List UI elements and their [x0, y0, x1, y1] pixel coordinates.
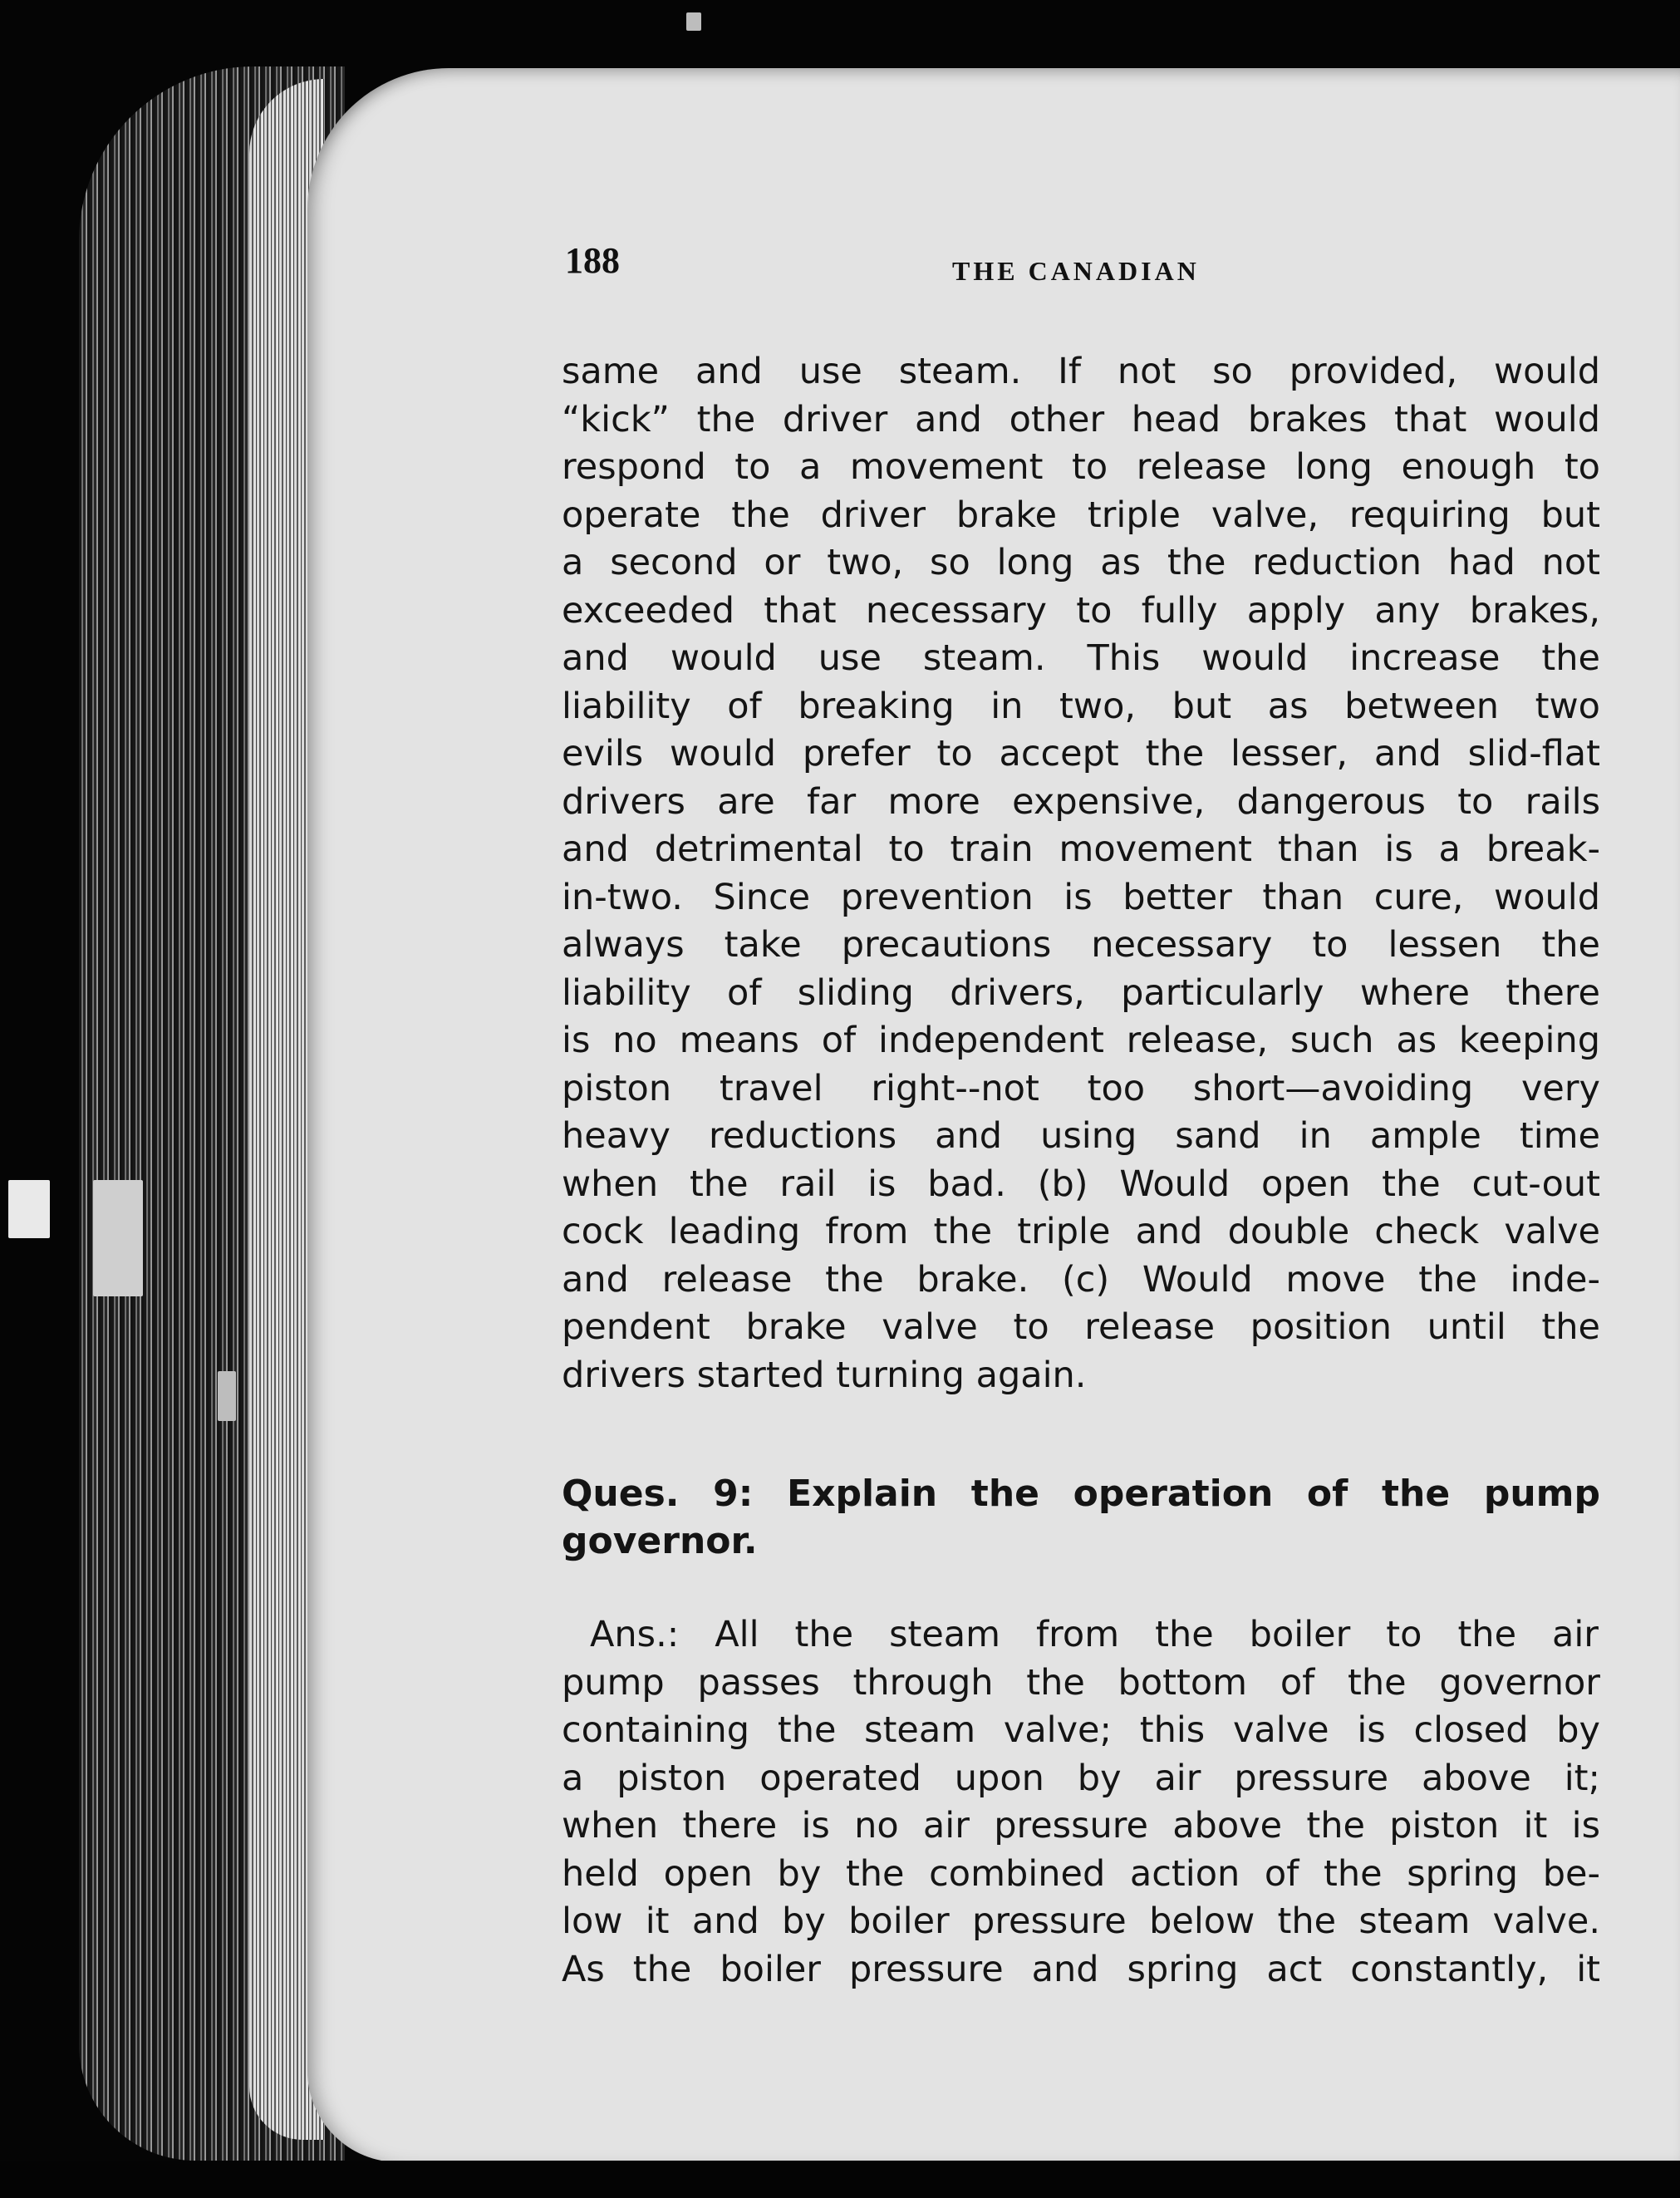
text-line: in-two. Since prevention is better than cure, would [562, 877, 1600, 918]
text-line: “kick” the driver and other head brakes that would [562, 399, 1600, 440]
answer-line: held open by the combined action of the spring be- [562, 1853, 1600, 1895]
text-line: and would use steam. This would increase the [562, 637, 1600, 679]
text-line: and detrimental to train movement than is a break- [562, 829, 1600, 870]
scan-bottom-border [0, 2161, 1680, 2198]
text-line: when the rail is bad. (b) Would open the cut-out [562, 1163, 1600, 1205]
text-line: and release the brake. (c) Would move the inde- [562, 1259, 1600, 1301]
text-line: cock leading from the triple and double check valve [562, 1211, 1600, 1252]
answer-line: a piston operated upon by air pressure above it; [562, 1758, 1600, 1799]
text-line: always take precautions necessary to lessen the [562, 924, 1600, 966]
margin-speck [93, 1180, 143, 1296]
answer-line: low it and by boiler pressure below the steam valve. [562, 1901, 1600, 1942]
answer-line: pump passes through the bottom of the governor [562, 1662, 1600, 1704]
answer-line: Ans.: All the steam from the boiler to the air [590, 1614, 1599, 1655]
text-line: drivers are far more expensive, dangerous to rails [562, 781, 1600, 823]
question-heading: governor. [562, 1520, 758, 1562]
running-head: THE CANADIAN [952, 256, 1200, 286]
text-line: operate the driver brake triple valve, requiring but [562, 494, 1600, 536]
text-line: liability of sliding drivers, particularly where there [562, 972, 1600, 1014]
text-line: respond to a movement to release long enough to [562, 446, 1600, 488]
answer-line: As the boiler pressure and spring act constantly, it [562, 1949, 1600, 1990]
text-line: heavy reductions and using sand in ample time [562, 1115, 1600, 1157]
page-number: 188 [565, 240, 620, 281]
answer-line: when there is no air pressure above the piston it is [562, 1805, 1600, 1846]
margin-speck [8, 1180, 50, 1238]
answer-line: containing the steam valve; this valve is closed by [562, 1709, 1600, 1751]
margin-speck [686, 12, 701, 31]
text-line: same and use steam. If not so provided, would [562, 351, 1600, 392]
text-line: is no means of independent release, such as keeping [562, 1020, 1600, 1061]
text-line: pendent brake valve to release position until the [562, 1306, 1600, 1348]
text-line: a second or two, so long as the reduction had not [562, 542, 1600, 583]
text-line: exceeded that necessary to fully apply any brakes, [562, 590, 1600, 632]
text-line: evils would prefer to accept the lesser, and slid-flat [562, 733, 1600, 774]
text-line: liability of breaking in two, but as between two [562, 686, 1600, 727]
question-heading: Ques. 9: Explain the operation of the pump [562, 1473, 1600, 1515]
text-line: drivers started turning again. [562, 1355, 1087, 1396]
text-line: piston travel right--not too short—avoiding very [562, 1068, 1600, 1109]
margin-speck [218, 1371, 236, 1421]
